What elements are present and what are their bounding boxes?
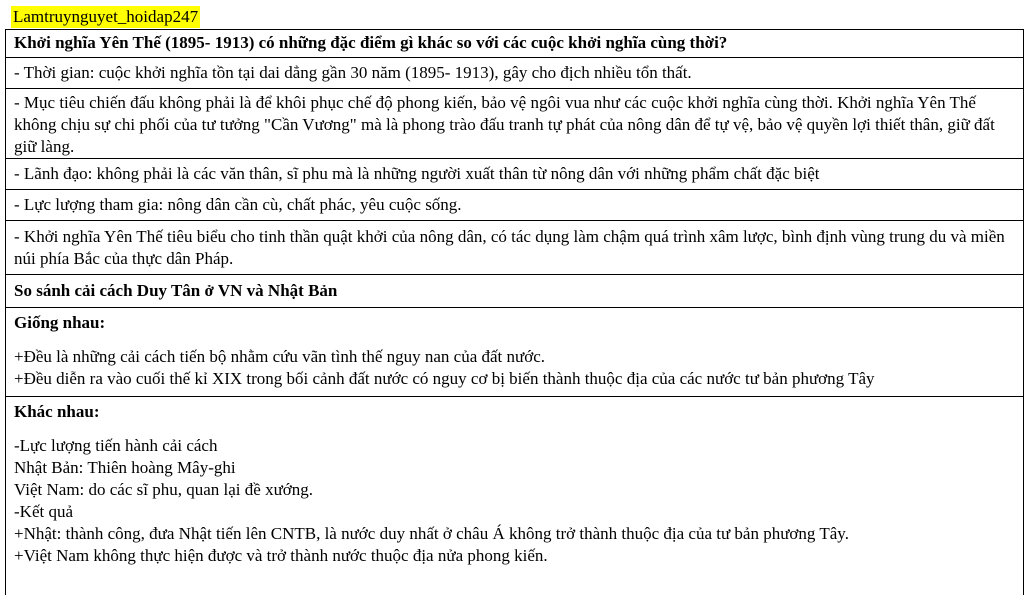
difference-line: +Nhật: thành công, đưa Nhật tiến lên CNTB, là nước duy nhất ở châu Á không trở thành thuộc địa của tư bản phương Tây. [14, 524, 849, 543]
point-row-forces: - Lực lượng tham gia: nông dân cần cù, chất phác, yêu cuộc sống. [6, 190, 1023, 221]
point-row-goal: - Mục tiêu chiến đấu không phải là để khôi phục chế độ phong kiến, bảo vệ ngôi vua như các cuộc khởi nghĩa cùng thời. Khởi nghĩa Yên Thế không chịu sự chi phối của tư tưởng "Cần Vương" mà là phong trào đấu tranh tự phát của nông dân để tự vệ, bảo vệ quyền lợi thiết thân, giữ đất giữ làng. [6, 89, 1023, 159]
similarities-row [6, 308, 1023, 397]
point-row-significance: - Khởi nghĩa Yên Thế tiêu biểu cho tinh thần quật khởi của nông dân, có tác dụng làm chậm quá trình xâm lược, bình định vùng trung du và miền núi phía Bắc của thực dân Pháp. [6, 221, 1023, 275]
similarity-line: +Đều là những cải cách tiến bộ nhằm cứu vãn tình thế nguy nan của đất nước. [14, 347, 546, 366]
difference-line: +Việt Nam không thực hiện được và trở thành nước thuộc địa nửa phong kiến. [14, 546, 548, 565]
answer-table [5, 29, 1024, 595]
difference-line: -Kết quả [14, 502, 74, 521]
point-row-leadership: - Lãnh đạo: không phải là các văn thân, sĩ phu mà là những người xuất thân từ nông dân với những phẩm chất đặc biệt [6, 159, 1023, 190]
difference-line: Việt Nam: do các sĩ phu, quan lại đề xướng. [14, 480, 314, 499]
similarities-heading: Giống nhau: [14, 313, 106, 332]
differences-heading: Khác nhau: [14, 402, 100, 421]
question-row: Khởi nghĩa Yên Thế (1895- 1913) có những đặc điểm gì khác so với các cuộc khởi nghĩa cùng thời? [6, 30, 1023, 58]
similarity-line: +Đều diễn ra vào cuối thế kỉ XIX trong bối cảnh đất nước có nguy cơ bị biến thành thuộc địa của các nước tư bản phương Tây [14, 369, 875, 388]
point-row-time: - Thời gian: cuộc khởi nghĩa tồn tại dai dẳng gần 30 năm (1895- 1913), gây cho địch nhiều tổn thất. [6, 58, 1023, 89]
difference-line: Nhật Bản: Thiên hoàng Mây-ghi [14, 458, 236, 477]
differences-row [6, 397, 1023, 595]
difference-line: -Lực lượng tiến hành cải cách [14, 436, 218, 455]
comparison-title-row: So sánh cải cách Duy Tân ở VN và Nhật Bản [6, 275, 1023, 308]
username-label: Lamtruynguyet_hoidap247 [13, 7, 199, 26]
